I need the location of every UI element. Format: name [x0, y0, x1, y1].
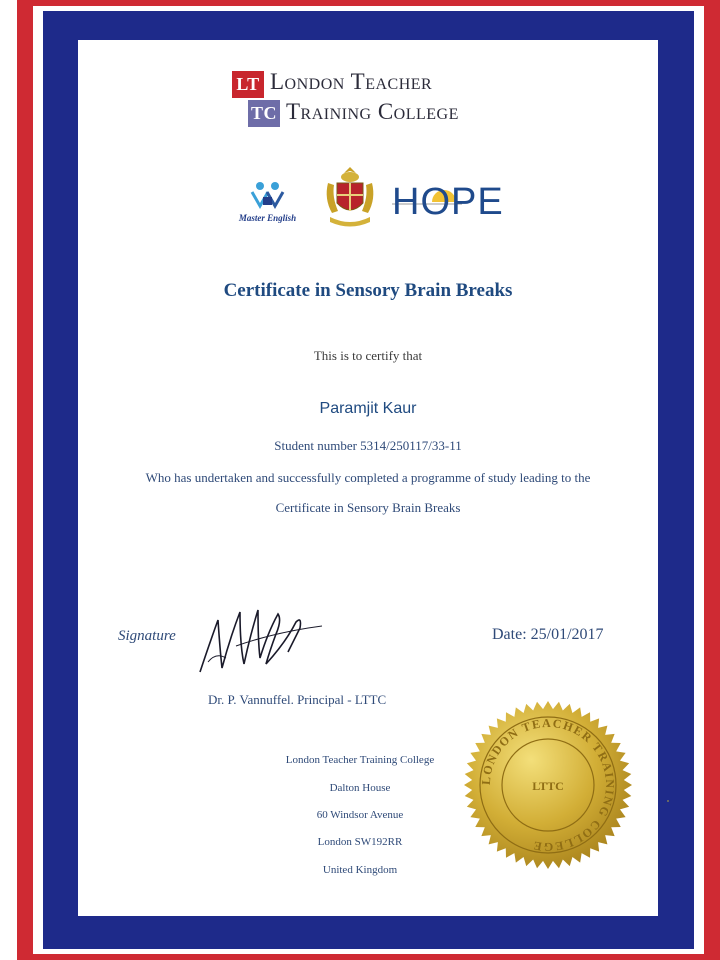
recipient-name: Paramjit Kaur — [319, 400, 417, 417]
completion-statement: Who has undertaken and successfully completed a programme of study leading to the — [145, 470, 591, 485]
student-number: Student number 5314/250117/33-11 — [274, 438, 462, 453]
address-line-city: London SW192RR — [317, 836, 403, 848]
gold-seal — [463, 700, 633, 870]
speck — [667, 800, 669, 802]
signature-label: Signature — [118, 628, 176, 644]
seal-center-text: LTTC — [532, 779, 564, 793]
handwritten-signature — [196, 602, 324, 680]
master-english-text: Master English — [238, 213, 297, 223]
logo-line-london-teacher: London Teacher — [270, 69, 433, 94]
master-english-logo — [230, 180, 305, 228]
logo-line-training-college: Training College — [286, 99, 459, 124]
hope-wordmark: HOPE — [392, 181, 504, 223]
principal-name: Dr. P. Vannuffel. Principal - LTTC — [208, 692, 387, 707]
lttc-logo — [232, 69, 522, 133]
issue-date: Date: 25/01/2017 — [492, 626, 604, 643]
address-line-country: United Kingdom — [322, 864, 398, 876]
address-line-street: 60 Windsor Avenue — [316, 809, 404, 821]
lt-mark: LT — [232, 71, 264, 98]
address-line-building: Dalton House — [329, 782, 391, 794]
certify-text: This is to certify that — [313, 348, 423, 363]
people-icon — [230, 180, 305, 214]
tc-mark: TC — [248, 100, 280, 127]
address-line-college: London Teacher Training College — [285, 754, 435, 766]
coat-of-arms-icon — [320, 165, 380, 230]
seal-ring-text: LONDON TEACHER TRAINING COLLEGE — [478, 715, 618, 855]
certificate-title: Certificate in Sensory Brain Breaks — [223, 280, 513, 301]
completion-course: Certificate in Sensory Brain Breaks — [275, 500, 461, 515]
hope-logo — [392, 182, 506, 230]
